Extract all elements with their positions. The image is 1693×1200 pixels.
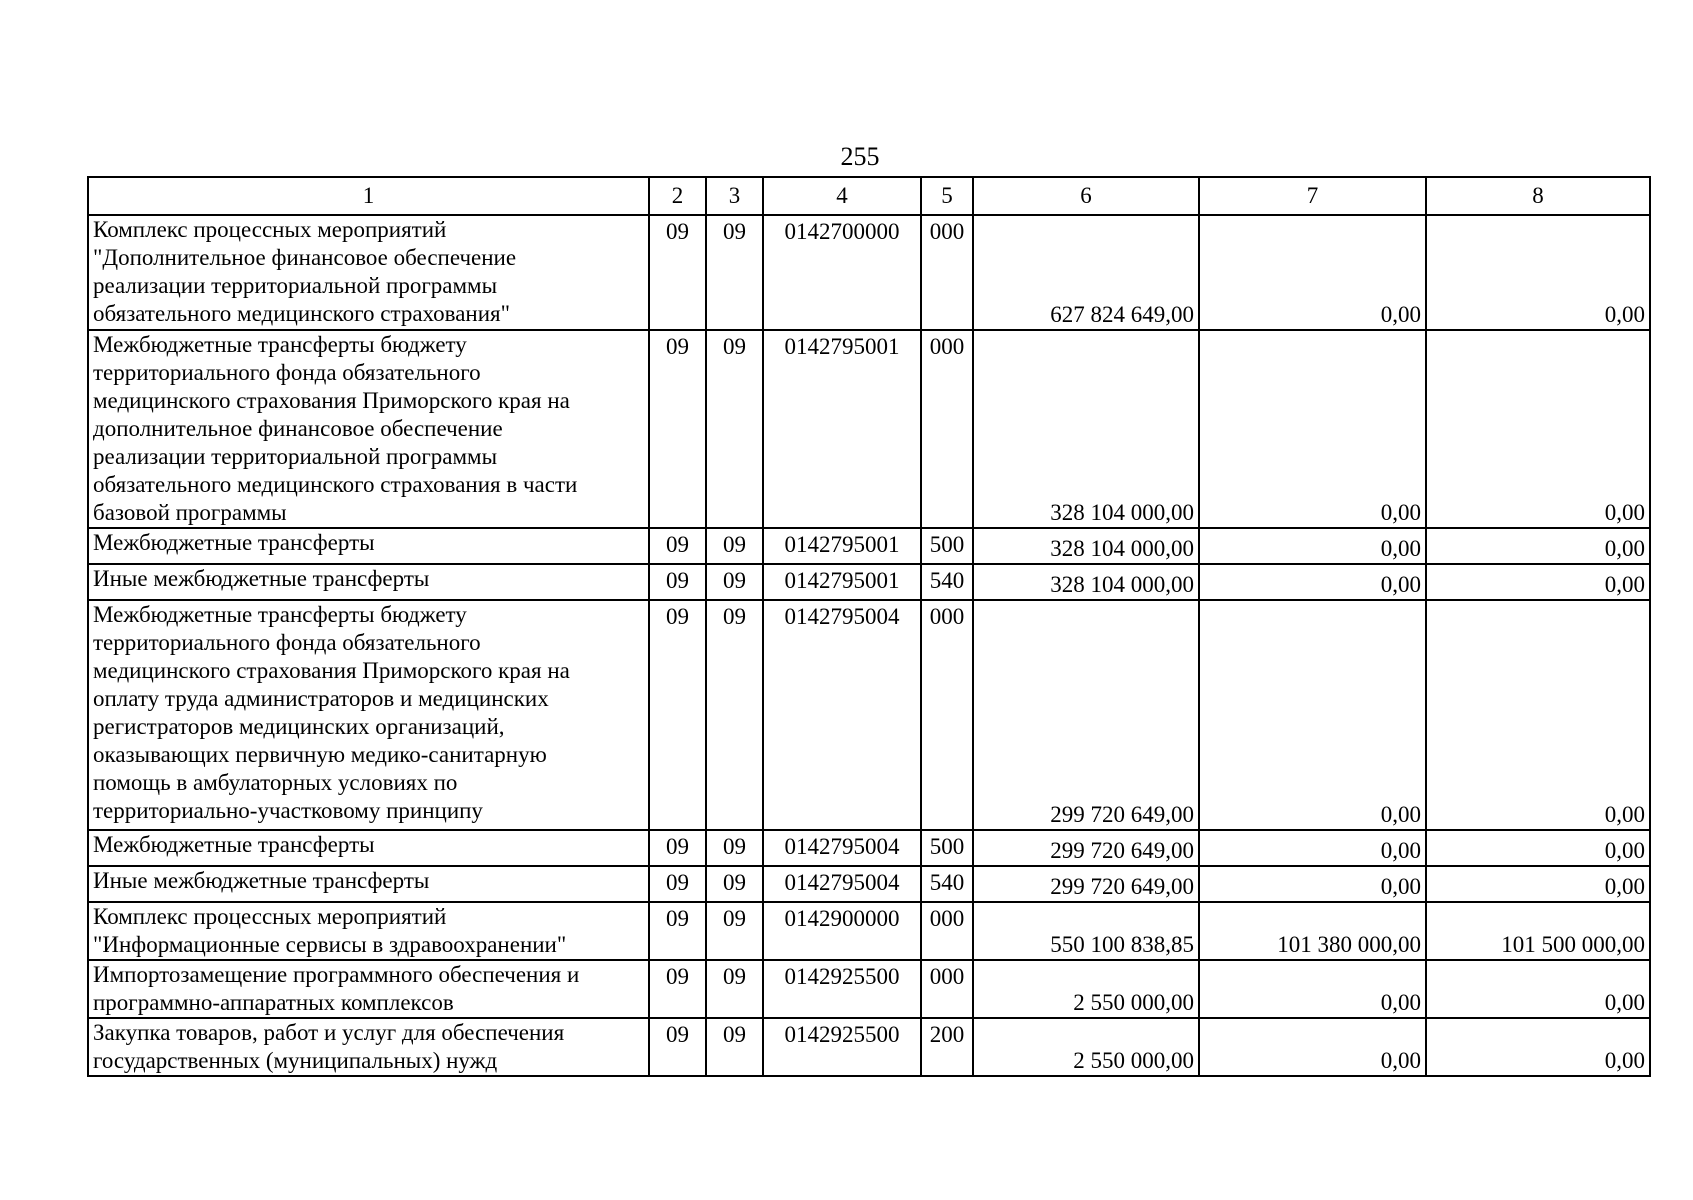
section-code: 09	[649, 528, 706, 564]
amount-col-8: 0,00	[1426, 528, 1650, 564]
row-name	[88, 600, 649, 830]
amount-col-7: 0,00	[1199, 600, 1426, 830]
row-name-line: Межбюджетные трансферты бюджету	[93, 602, 467, 627]
row-name	[88, 1018, 649, 1076]
column-header: 1	[88, 177, 649, 215]
budget-table	[87, 176, 1651, 1077]
row-name-line: оказывающих первичную медико-санитарную	[93, 742, 547, 767]
column-header: 5	[921, 177, 973, 215]
row-name-line: медицинского страхования Приморского края на	[93, 388, 570, 413]
target-article-code: 0142795001	[763, 564, 921, 600]
expense-type-code: 500	[921, 528, 973, 564]
expense-type-code: 000	[921, 215, 973, 330]
section-code: 09	[649, 330, 706, 528]
expense-type-code: 540	[921, 564, 973, 600]
column-number-row	[88, 177, 1650, 215]
subsection-code: 09	[706, 600, 763, 830]
row-name-line: Межбюджетные трансферты бюджету	[93, 332, 467, 357]
column-header: 8	[1426, 177, 1650, 215]
section-code: 09	[649, 866, 706, 902]
subsection-code: 09	[706, 528, 763, 564]
section-code: 09	[649, 902, 706, 960]
amount-col-7: 0,00	[1199, 330, 1426, 528]
row-name-line: территориально-участковому принципу	[93, 798, 483, 823]
subsection-code: 09	[706, 830, 763, 866]
row-name-line: реализации территориальной программы	[93, 273, 498, 298]
section-code: 09	[649, 564, 706, 600]
row-name-line: Комплекс процессных мероприятий	[93, 904, 447, 929]
amount-col-8: 0,00	[1426, 215, 1650, 330]
amount-col-8: 0,00	[1426, 866, 1650, 902]
expense-type-code: 540	[921, 866, 973, 902]
row-name-line: "Информационные сервисы в здравоохранении"	[93, 932, 567, 957]
row-name-line: Комплекс процессных мероприятий	[93, 217, 447, 242]
table-row	[88, 215, 1650, 330]
amount-col-7: 0,00	[1199, 215, 1426, 330]
target-article-code: 0142925500	[763, 1018, 921, 1076]
row-name-line: помощь в амбулаторных условиях по	[93, 770, 458, 795]
amount-col-6: 328 104 000,00	[973, 330, 1199, 528]
target-article-code: 0142795004	[763, 600, 921, 830]
row-name	[88, 528, 649, 564]
row-name-line: Межбюджетные трансферты	[93, 530, 375, 555]
target-article-code: 0142795004	[763, 830, 921, 866]
expense-type-code: 500	[921, 830, 973, 866]
row-name-line: государственных (муниципальных) нужд	[93, 1048, 498, 1073]
target-article-code: 0142795001	[763, 330, 921, 528]
table-row	[88, 830, 1650, 866]
table-row	[88, 902, 1650, 960]
target-article-code: 0142795001	[763, 528, 921, 564]
table-row	[88, 528, 1650, 564]
target-article-code: 0142700000	[763, 215, 921, 330]
subsection-code: 09	[706, 215, 763, 330]
row-name-line: дополнительное финансовое обеспечение	[93, 416, 503, 441]
expense-type-code: 000	[921, 330, 973, 528]
amount-col-6: 299 720 649,00	[973, 600, 1199, 830]
row-name-line: базовой программы	[93, 500, 287, 525]
column-header: 3	[706, 177, 763, 215]
amount-col-8: 101 500 000,00	[1426, 902, 1650, 960]
row-name-line: медицинского страхования Приморского края на	[93, 658, 570, 683]
table-row	[88, 960, 1650, 1018]
row-name-line: Иные межбюджетные трансферты	[93, 566, 430, 591]
subsection-code: 09	[706, 564, 763, 600]
row-name	[88, 564, 649, 600]
amount-col-6: 328 104 000,00	[973, 564, 1199, 600]
row-name-line: оплату труда администраторов и медицинских	[93, 686, 549, 711]
target-article-code: 0142900000	[763, 902, 921, 960]
expense-type-code: 200	[921, 1018, 973, 1076]
amount-col-8: 0,00	[1426, 960, 1650, 1018]
row-name-line: Иные межбюджетные трансферты	[93, 868, 430, 893]
row-name-line: Импортозамещение программного обеспечения и	[93, 962, 580, 987]
amount-col-7: 0,00	[1199, 564, 1426, 600]
row-name	[88, 830, 649, 866]
expense-type-code: 000	[921, 600, 973, 830]
row-name	[88, 902, 649, 960]
row-name-line: программно-аппаратных комплексов	[93, 990, 454, 1015]
row-name-line: Межбюджетные трансферты	[93, 832, 375, 857]
row-name-line: обязательного медицинского страхования в части	[93, 472, 578, 497]
expense-type-code: 000	[921, 902, 973, 960]
section-code: 09	[649, 960, 706, 1018]
amount-col-8: 0,00	[1426, 600, 1650, 830]
amount-col-7: 0,00	[1199, 1018, 1426, 1076]
section-code: 09	[649, 215, 706, 330]
amount-col-7: 0,00	[1199, 528, 1426, 564]
row-name-line: реализации территориальной программы	[93, 444, 498, 469]
table-row	[88, 600, 1650, 830]
amount-col-6: 299 720 649,00	[973, 830, 1199, 866]
section-code: 09	[649, 1018, 706, 1076]
section-code: 09	[649, 830, 706, 866]
row-name-line: территориального фонда обязательного	[93, 360, 481, 385]
row-name	[88, 215, 649, 330]
row-name-line: "Дополнительное финансовое обеспечение	[93, 245, 517, 270]
amount-col-7: 0,00	[1199, 866, 1426, 902]
amount-col-6: 627 824 649,00	[973, 215, 1199, 330]
row-name-line: Закупка товаров, работ и услуг для обеспечения	[93, 1020, 565, 1045]
amount-col-6: 2 550 000,00	[973, 1018, 1199, 1076]
subsection-code: 09	[706, 1018, 763, 1076]
amount-col-8: 0,00	[1426, 564, 1650, 600]
subsection-code: 09	[706, 330, 763, 528]
table-body	[88, 177, 1650, 1076]
amount-col-6: 328 104 000,00	[973, 528, 1199, 564]
subsection-code: 09	[706, 866, 763, 902]
row-name-line: территориального фонда обязательного	[93, 630, 481, 655]
column-header: 4	[763, 177, 921, 215]
table-row	[88, 564, 1650, 600]
amount-col-7: 101 380 000,00	[1199, 902, 1426, 960]
row-name-line: обязательного медицинского страхования"	[93, 301, 510, 326]
table-row	[88, 330, 1650, 528]
expense-type-code: 000	[921, 960, 973, 1018]
column-header: 2	[649, 177, 706, 215]
column-header: 7	[1199, 177, 1426, 215]
amount-col-6: 550 100 838,85	[973, 902, 1199, 960]
table-row	[88, 866, 1650, 902]
amount-col-8: 0,00	[1426, 330, 1650, 528]
row-name	[88, 960, 649, 1018]
row-name	[88, 330, 649, 528]
target-article-code: 0142925500	[763, 960, 921, 1018]
row-name	[88, 866, 649, 902]
amount-col-6: 299 720 649,00	[973, 866, 1199, 902]
amount-col-6: 2 550 000,00	[973, 960, 1199, 1018]
column-header: 6	[973, 177, 1199, 215]
amount-col-8: 0,00	[1426, 1018, 1650, 1076]
table-row	[88, 1018, 1650, 1076]
subsection-code: 09	[706, 960, 763, 1018]
target-article-code: 0142795004	[763, 866, 921, 902]
amount-col-7: 0,00	[1199, 960, 1426, 1018]
amount-col-8: 0,00	[1426, 830, 1650, 866]
amount-col-7: 0,00	[1199, 830, 1426, 866]
subsection-code: 09	[706, 902, 763, 960]
section-code: 09	[649, 600, 706, 830]
row-name-line: регистраторов медицинских организаций,	[93, 714, 505, 739]
page-number: 255	[840, 142, 880, 171]
